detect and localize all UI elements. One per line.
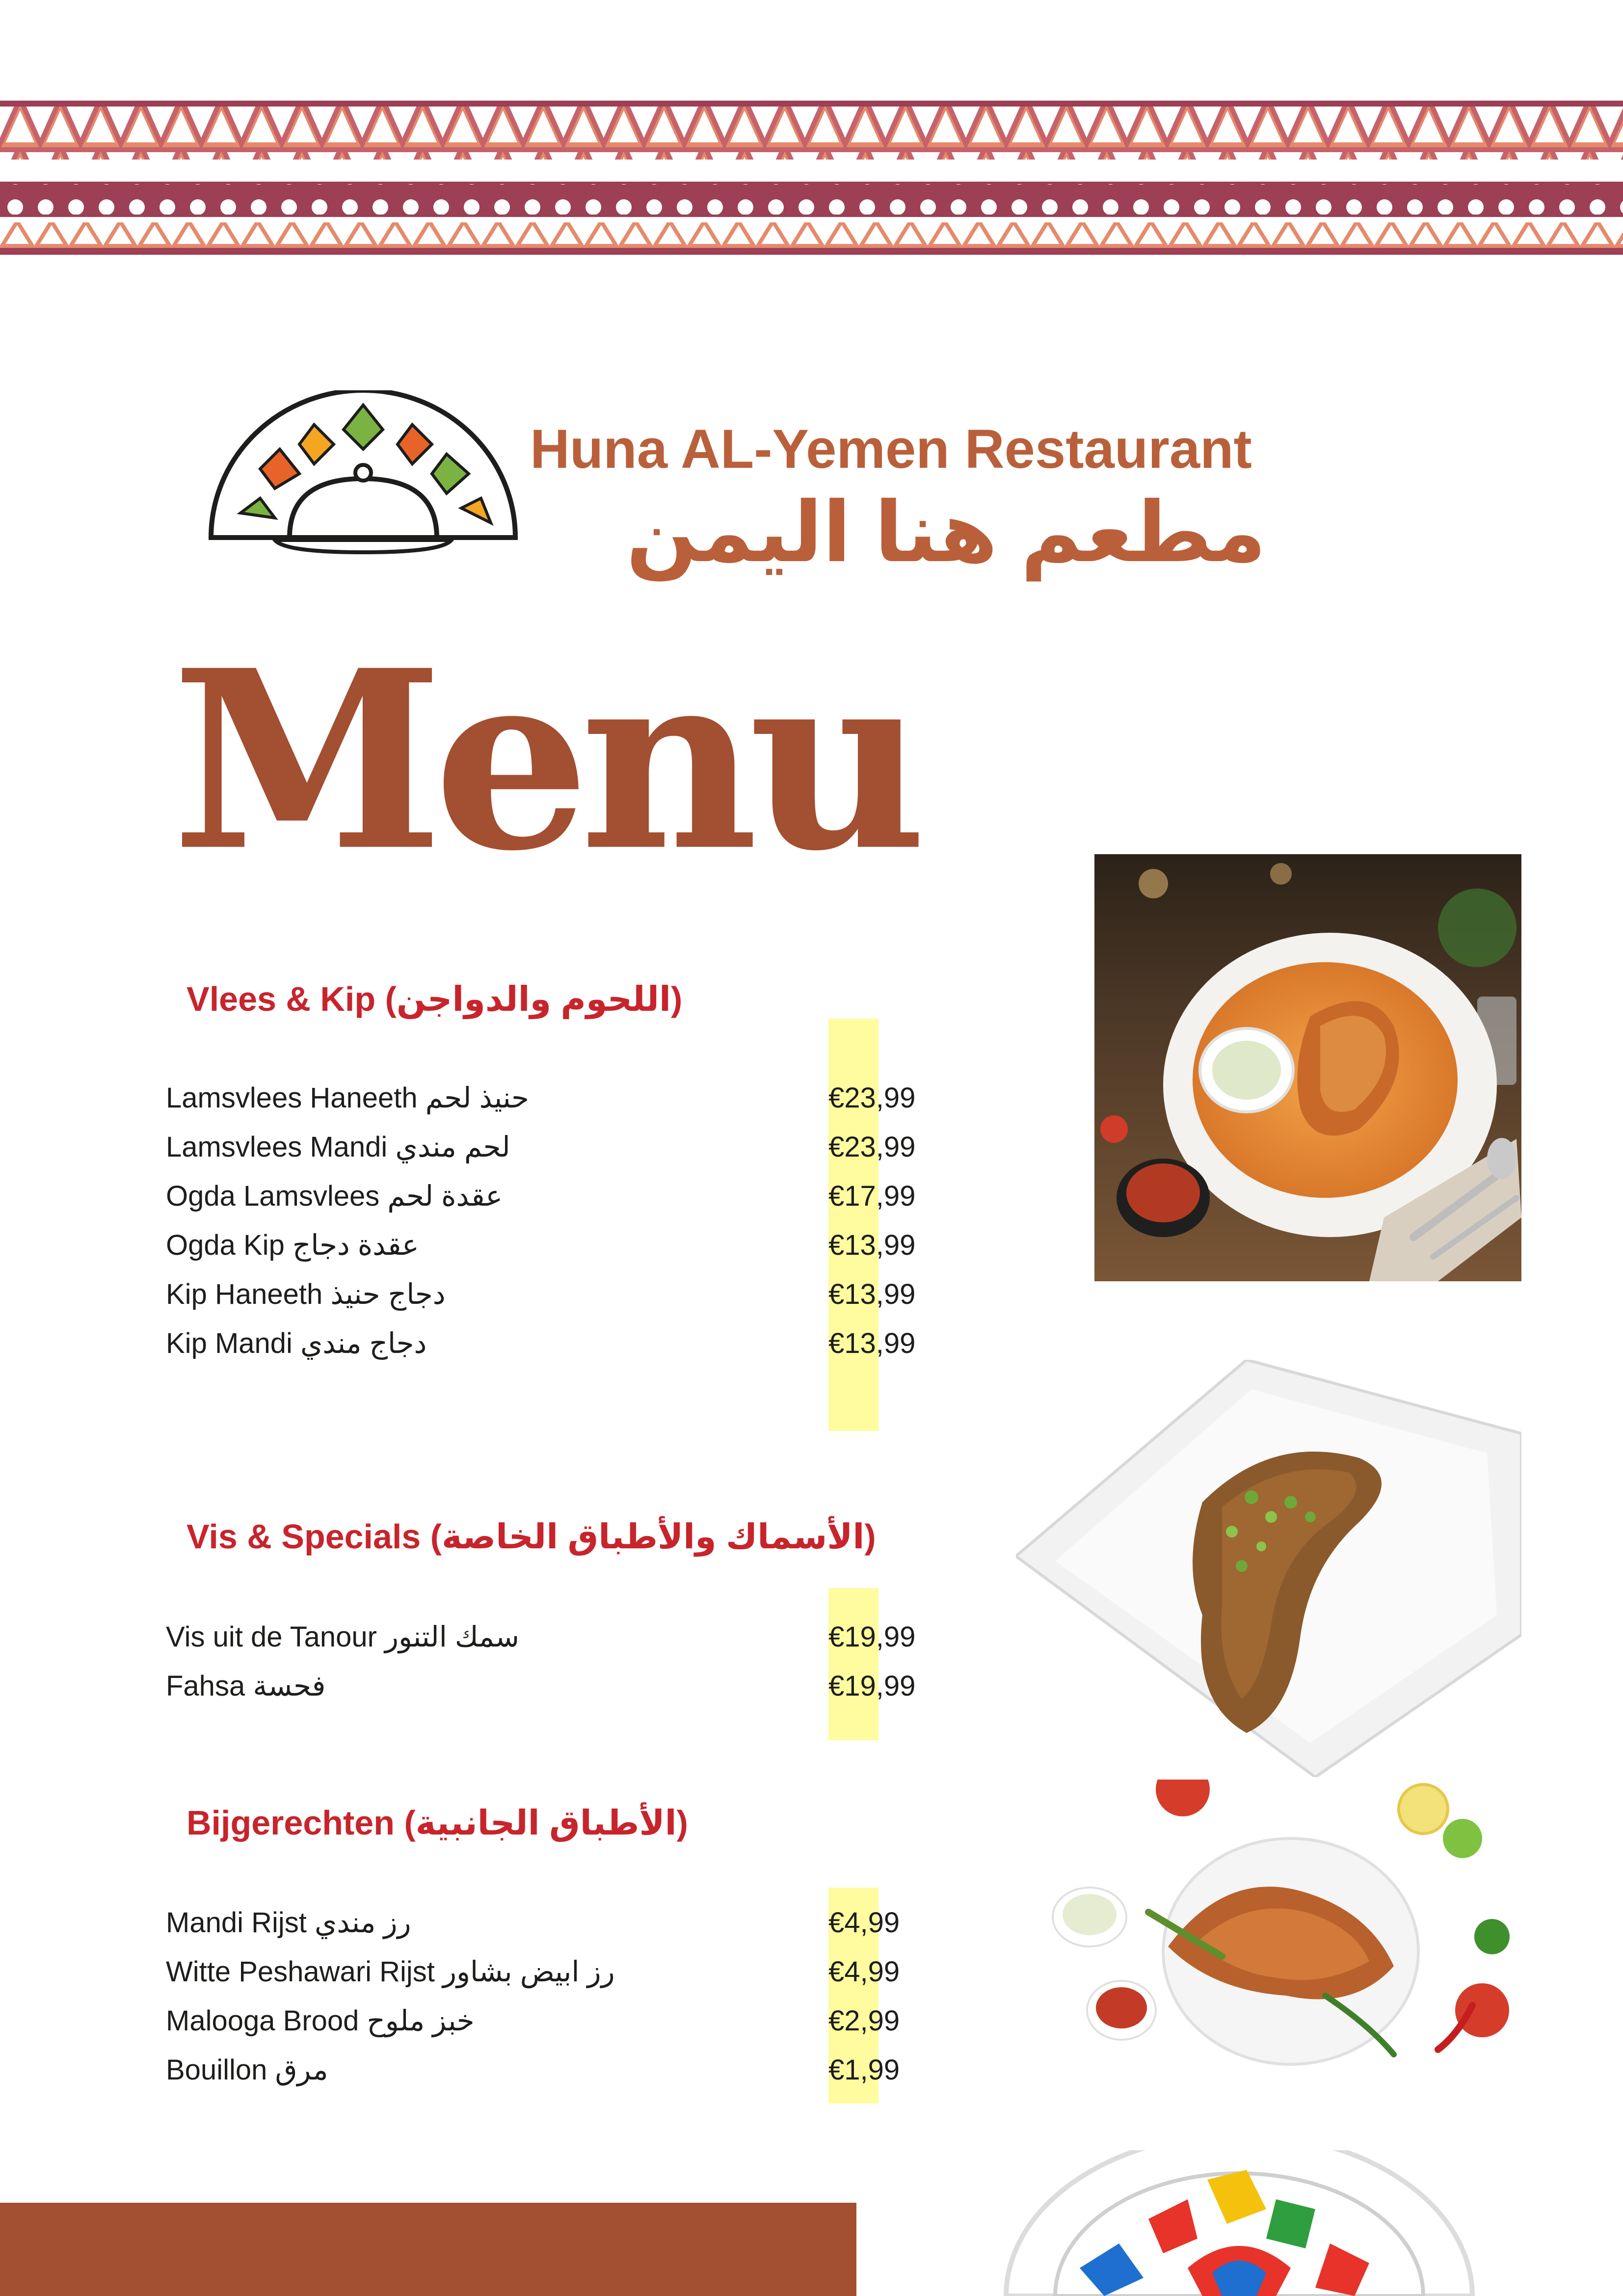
menu-item [166,1221,922,1270]
top-ornamental-border [0,101,1623,258]
item-name: Fahsa فحسة [166,1670,326,1702]
item-price: €4,99 [828,1907,900,1939]
brand-name-en: Huna AL-Yemen Restaurant [530,418,1252,480]
footer-bar [0,2203,856,2296]
menu-item [166,1613,922,1662]
cloche-dome-icon [201,390,525,557]
item-name: Bouillon مرق [166,2054,328,2086]
section-title-side-dishes: Bijgerechten (الأطباق الجانبية) [186,1804,688,1842]
item-name: Witte Peshawari Rijst رز ابيض بشاور [166,1956,615,1988]
menu-item [166,1074,922,1123]
item-price: €19,99 [828,1621,916,1653]
menu-item [166,1123,922,1172]
item-price: €13,99 [828,1327,916,1359]
menu-item [166,1270,922,1319]
menu-item [166,1319,922,1368]
item-name: Ogda Kip عقدة دجاج [166,1229,419,1261]
menu-item [166,1898,922,1947]
menu-item [166,1947,922,1997]
menu-item [166,1172,922,1221]
item-name: Kip Haneeth دجاج حنيذ [166,1278,446,1310]
stained-glass-emblem-icon [1001,2150,1477,2296]
item-price: €2,99 [828,2005,900,2037]
item-name: Mandi Rijst رز مندي [166,1907,411,1939]
chicken-mandi-plate-photo [1094,854,1521,1281]
menu-item [166,1662,922,1711]
item-price: €1,99 [828,2054,900,2086]
section-title-meat-chicken: Vlees & Kip (اللحوم والدواجن) [186,980,683,1018]
section-title-fish-specials: Vis & Specials (الأسماك والأطباق الخاصة) [186,1517,876,1556]
grilled-fish-platter-photo [1050,1780,1521,2094]
item-price: €23,99 [828,1131,916,1163]
brand-name-ar: مطعم هنا اليمن [626,486,1266,579]
item-price: €17,99 [828,1180,916,1212]
menu-item [166,1997,922,2046]
item-price: €23,99 [828,1082,916,1114]
item-price: €13,99 [828,1278,916,1310]
fahsa-dish-photo [1016,1360,1521,1777]
item-name: Kip Mandi دجاج مندي [166,1327,427,1359]
item-name: Lamsvlees Haneeth حنيذ لحم [166,1082,529,1114]
menu-item [166,2046,922,2095]
item-name: Lamsvlees Mandi لحم مندي [166,1131,510,1163]
item-price: €13,99 [828,1229,916,1261]
item-price: €4,99 [828,1956,900,1988]
item-name: Ogda Lamsvlees عقدة لحم [166,1180,503,1212]
item-name: Malooga Brood خبز ملوح [166,2005,475,2037]
item-price: €19,99 [828,1670,916,1702]
menu-title: Menu [172,617,917,905]
item-name: Vis uit de Tanour سمك التنور [166,1621,519,1653]
